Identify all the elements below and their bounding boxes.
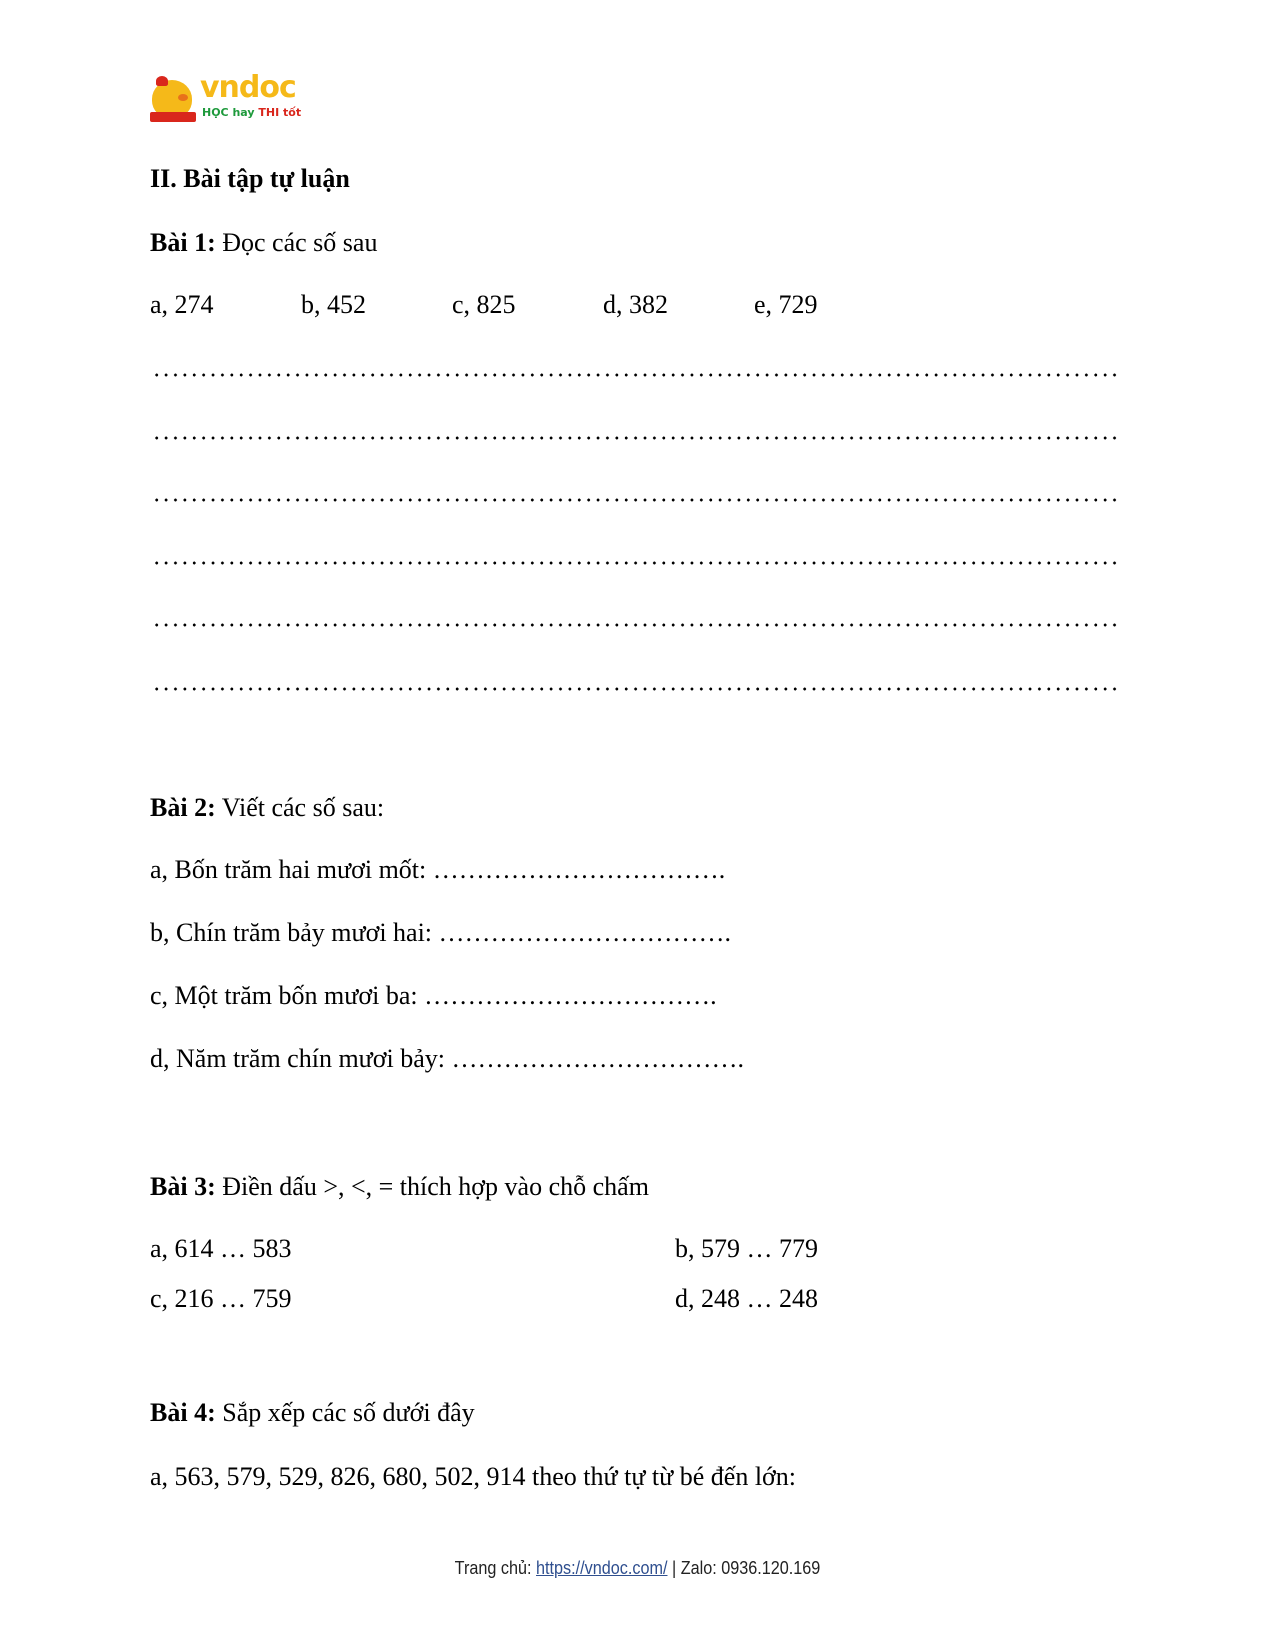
vndoc-logo (150, 70, 312, 126)
answer-line-4 (152, 561, 1118, 565)
exercise-1-label: Bài 1: (150, 228, 216, 257)
exercise-3-item-d: d, 248 … 248 (675, 1284, 818, 1313)
tagline-part1: HỌC hay (202, 106, 255, 119)
footer-prefix: Trang chủ: (454, 1558, 537, 1578)
exercise-2-item-a (150, 855, 725, 885)
exercise-4-item-a: a, 563, 579, 529, 826, 680, 502, 914 theo thứ tự từ bé đến lớn: (150, 1462, 797, 1491)
chick-comb-icon (156, 76, 168, 86)
exercise-3-item-a: a, 614 … 583 (150, 1234, 292, 1263)
tagline-part2: THI tốt (258, 106, 302, 119)
answer-blank: ……………………………. (432, 855, 726, 884)
footer-zalo: | Zalo: 0936.120.169 (667, 1558, 821, 1578)
section-title: II. Bài tập tự luận (150, 164, 350, 193)
exercise-1-item-a: a, 274 (150, 290, 214, 319)
exercise-4-label: Bài 4: (150, 1398, 216, 1427)
answer-line-5 (152, 623, 1118, 627)
answer-line-2 (152, 436, 1118, 440)
exercise-1-item-c: c, 825 (452, 290, 516, 319)
answer-blank: ……………………………. (424, 981, 717, 1010)
exercise-3-prompt: Điền dấu >, <, = thích hợp vào chỗ chấm (215, 1172, 649, 1201)
exercise-4-heading (150, 1398, 475, 1428)
logo-ribbon-icon (150, 112, 196, 122)
exercise-2-heading (150, 793, 384, 823)
answer-line-3 (152, 498, 1118, 502)
exercise-3-item-c: c, 216 … 759 (150, 1284, 292, 1313)
exercise-4-prompt: Sắp xếp các số dưới đây (215, 1398, 475, 1427)
exercise-1-item-d: d, 382 (603, 290, 668, 319)
logo-tagline (202, 106, 301, 119)
logo-brand-text: vndoc (200, 70, 296, 105)
exercise-2-item-d (150, 1044, 744, 1074)
exercise-3-item-b: b, 579 … 779 (675, 1234, 818, 1263)
exercise-2-item-c (150, 981, 717, 1011)
answer-blank: ……………………………. (451, 1044, 745, 1073)
item-text: c, Một trăm bốn mươi ba: (150, 981, 425, 1010)
exercise-2-prompt: Viết các số sau: (215, 793, 385, 822)
chick-beak-icon (178, 94, 188, 101)
answer-line-6 (152, 687, 1118, 691)
page-footer (64, 1558, 1212, 1579)
item-text: d, Năm trăm chín mươi bảy: (150, 1044, 452, 1073)
homepage-link[interactable]: https://vndoc.com/ (536, 1558, 668, 1578)
item-text: b, Chín trăm bảy mươi hai: (150, 918, 439, 947)
answer-line-1 (152, 373, 1118, 377)
exercise-3-label: Bài 3: (150, 1172, 216, 1201)
exercise-2-label: Bài 2: (150, 793, 216, 822)
exercise-1-heading (150, 228, 377, 258)
exercise-3-heading (150, 1172, 649, 1202)
exercise-1-item-e: e, 729 (754, 290, 818, 319)
exercise-2-item-b (150, 918, 731, 948)
answer-blank: ……………………………. (438, 918, 732, 947)
exercise-1-item-b: b, 452 (301, 290, 366, 319)
item-text: a, Bốn trăm hai mươi mốt: (150, 855, 433, 884)
exercise-1-prompt: Đọc các số sau (215, 228, 378, 257)
